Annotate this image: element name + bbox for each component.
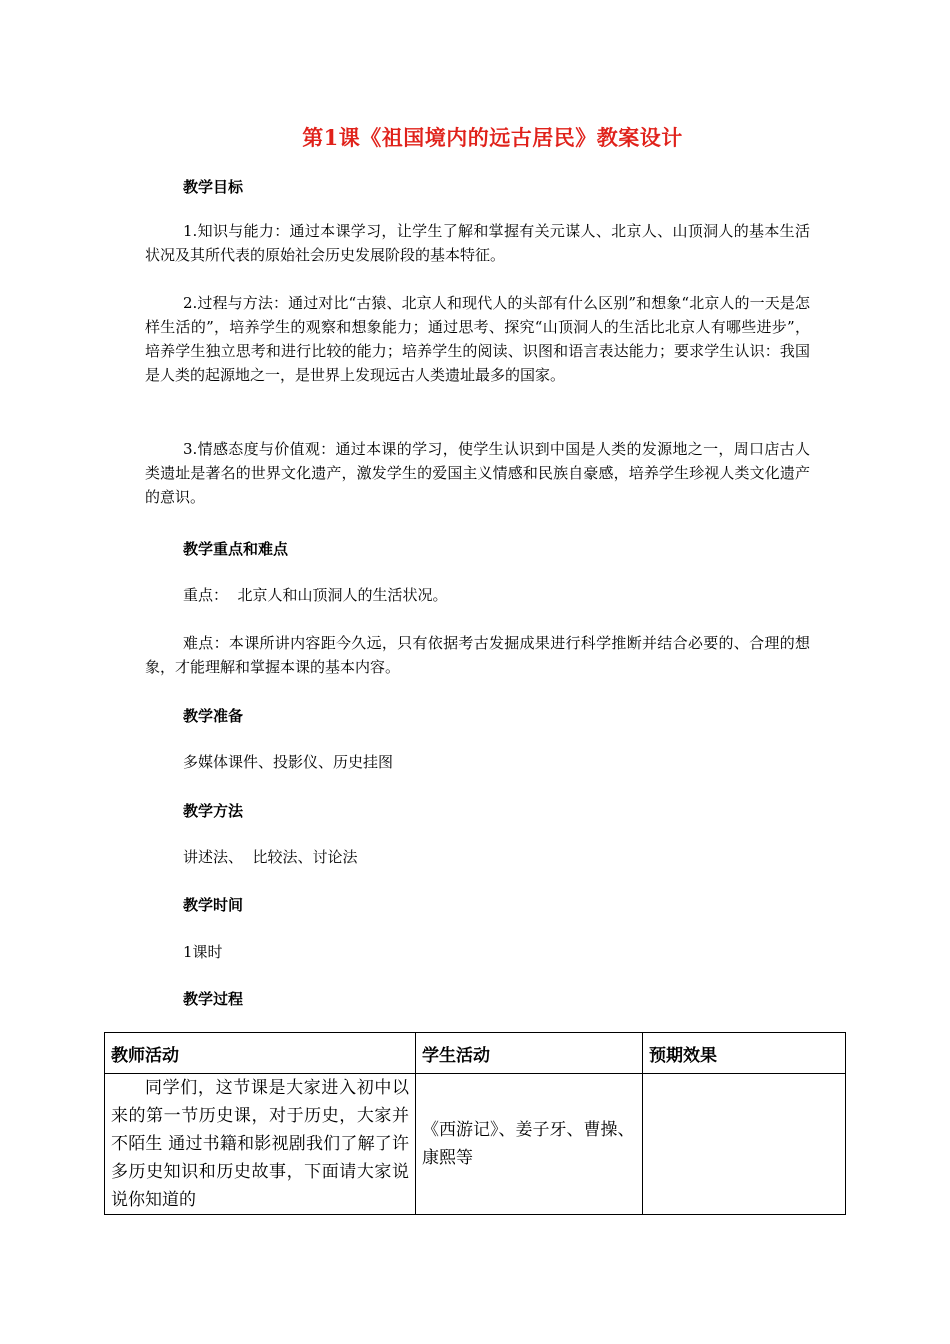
- difficulty: 难点：本课所讲内容距今久远，只有依据考古发掘成果进行科学推断并结合必要的、合理的想象，才能理解和掌握本课的基本内容。: [145, 634, 810, 676]
- time-heading: 教学时间: [183, 896, 244, 914]
- teacher-activity-cell: [105, 1074, 416, 1215]
- header-teacher-activity: 教师活动: [105, 1033, 416, 1074]
- expected-effect-cell: [643, 1074, 846, 1215]
- goal-knowledge: 1.知识与能力：通过本课学习，让学生了解和掌握有关元谋人、北京人、山顶洞人的基本生活状况及其所代表的原始社会历史发展阶段的基本特征。: [145, 222, 810, 264]
- time-text: 1课时: [183, 943, 223, 961]
- key-heading: 教学重点和难点: [183, 540, 289, 558]
- process-heading: 教学过程: [183, 990, 244, 1008]
- header-expected-effect: 预期效果: [643, 1033, 846, 1074]
- teacher-activity-text: 同学们，这节课是大家进入初中以来的第一节历史课，对于历史，大家并不陌生 通过书籍和影视剧我们了解了许多历史知识和历史故事，下面请大家说说你知道的: [111, 1078, 409, 1210]
- goal-process: 2.过程与方法：通过对比“古猿、北京人和现代人的头部有什么区别”和想象“北京人的一天是怎样生活的”，培养学生的观察和想象能力；通过思考、探究“山顶洞人的生活比北京人有哪些进步”，培养学生独立思考和进行比较的能力；培养学生的阅读、识图和语言表达能力；要求学生认识：我国是人类的起源地之一，是世界上发现远古人类遗址最多的国家。: [145, 294, 810, 384]
- key-point: 重点： 北京人和山顶洞人的生活状况。: [183, 586, 448, 604]
- table-row: [105, 1074, 846, 1215]
- prep-text: 多媒体课件、投影仪、历史挂图: [183, 753, 394, 771]
- prep-heading: 教学准备: [183, 707, 244, 725]
- header-student-activity: 学生活动: [416, 1033, 643, 1074]
- method-heading: 教学方法: [183, 802, 244, 820]
- teaching-process-table: [104, 1032, 846, 1215]
- goals-heading: 教学目标: [183, 178, 244, 196]
- student-activity-cell: 《西游记》、姜子牙、曹操、康熙等: [416, 1074, 643, 1215]
- method-text: 讲述法、 比较法、讨论法: [183, 848, 358, 866]
- document-title: 第1课《祖国境内的远古居民》教案设计: [302, 125, 683, 150]
- table-header-row: [105, 1033, 846, 1074]
- goal-emotion: 3.情感态度与价值观：通过本课的学习，使学生认识到中国是人类的发源地之一，周口店古人类遗址是著名的世界文化遗产，激发学生的爱国主义情感和民族自豪感，培养学生珍视人类文化遗产的意识。: [145, 440, 810, 506]
